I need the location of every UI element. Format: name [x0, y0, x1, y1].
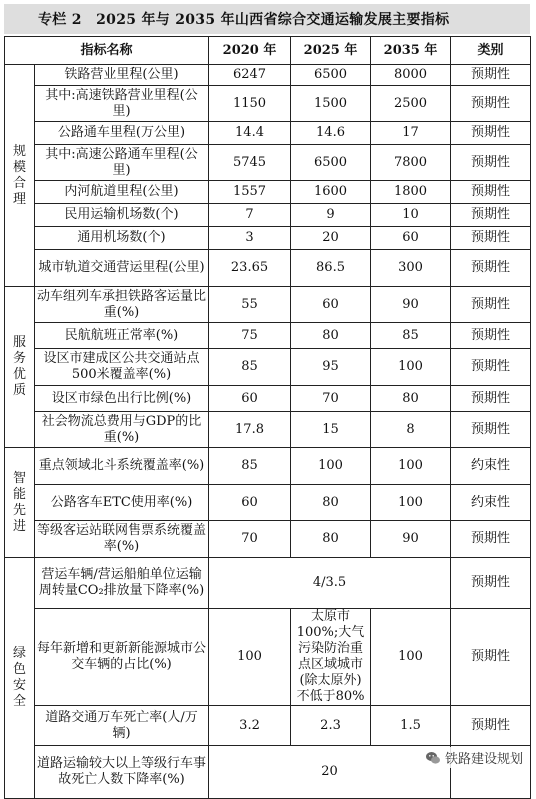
value-2035: 85 [371, 323, 451, 349]
table-row [5, 86, 531, 122]
value-2035: 100 [371, 349, 451, 386]
value-2025: 20 [291, 227, 371, 250]
table-row [5, 386, 531, 412]
table-row [5, 65, 531, 86]
category-cell: 绿色安全 [5, 558, 35, 799]
value-2020: 55 [209, 287, 291, 323]
value-2020: 23.65 [209, 250, 291, 287]
value-2020: 1557 [209, 181, 291, 204]
indicator-name: 通用机场数(个) [35, 227, 209, 250]
value-2025: 86.5 [291, 250, 371, 287]
indicator-name: 设区市绿色出行比例(%) [35, 386, 209, 412]
value-2035: 90 [371, 521, 451, 558]
type-cell: 预期性 [451, 227, 531, 250]
type-cell: 预期性 [451, 323, 531, 349]
table-row [5, 706, 531, 746]
value-2020: 7 [209, 204, 291, 227]
value-2020: 70 [209, 521, 291, 558]
type-cell: 预期性 [451, 521, 531, 558]
value-2025: 太原市100%;大气污染防治重点区域城市(除太原外)不低于80% [291, 609, 371, 706]
value-2035: 100 [371, 485, 451, 521]
value-2025: 1500 [291, 86, 371, 122]
indicator-name: 铁路营业里程(公里) [35, 65, 209, 86]
header-2020: 2020 年 [209, 37, 291, 65]
value-2035: 2500 [371, 86, 451, 122]
indicator-name: 社会物流总费用与GDP的比重(%) [35, 412, 209, 448]
value-2020: 3 [209, 227, 291, 250]
value-2035: 1800 [371, 181, 451, 204]
value-2025: 100 [291, 448, 371, 485]
value-2025: 60 [291, 287, 371, 323]
type-cell: 预期性 [451, 204, 531, 227]
table-row [5, 349, 531, 386]
category-cell: 智能先进 [5, 448, 35, 558]
value-2020: 1150 [209, 86, 291, 122]
header-row [5, 37, 531, 65]
value-2035: 90 [371, 287, 451, 323]
merged-value: 4/3.5 [209, 558, 451, 609]
indicator-name: 民航航班正常率(%) [35, 323, 209, 349]
header-2025: 2025 年 [291, 37, 371, 65]
table-row [5, 250, 531, 287]
indicator-name: 公路客车ETC使用率(%) [35, 485, 209, 521]
type-cell: 预期性 [451, 412, 531, 448]
value-2020: 5745 [209, 145, 291, 181]
value-2020: 75 [209, 323, 291, 349]
value-2035: 8000 [371, 65, 451, 86]
type-cell: 预期性 [451, 706, 531, 746]
indicator-name: 道路交通万车死亡率(人/万辆) [35, 706, 209, 746]
value-2025: 15 [291, 412, 371, 448]
value-2035: 7800 [371, 145, 451, 181]
indicator-name: 内河航道里程(公里) [35, 181, 209, 204]
type-cell: 预期性 [451, 349, 531, 386]
header-name: 指标名称 [5, 37, 209, 65]
value-2025: 2.3 [291, 706, 371, 746]
table-row [5, 521, 531, 558]
type-cell: 预期性 [451, 122, 531, 145]
value-2020: 3.2 [209, 706, 291, 746]
type-cell: 预期性 [451, 65, 531, 86]
value-2020: 60 [209, 386, 291, 412]
table-row [5, 609, 531, 706]
type-cell: 预期性 [451, 609, 531, 706]
type-cell: 预期性 [451, 250, 531, 287]
value-2035: 1.5 [371, 706, 451, 746]
value-2035: 10 [371, 204, 451, 227]
table-row [5, 145, 531, 181]
table-row [5, 122, 531, 145]
value-2025: 1600 [291, 181, 371, 204]
value-2025: 9 [291, 204, 371, 227]
value-2035: 300 [371, 250, 451, 287]
indicator-name: 公路通车里程(万公里) [35, 122, 209, 145]
value-2035: 17 [371, 122, 451, 145]
type-cell: 预期性 [451, 181, 531, 204]
indicator-name: 其中:高速铁路营业里程(公里) [35, 86, 209, 122]
table-row [5, 558, 531, 609]
table-row [5, 412, 531, 448]
value-2025: 95 [291, 349, 371, 386]
value-2020: 100 [209, 609, 291, 706]
type-cell: 预期性 [451, 287, 531, 323]
value-2020: 85 [209, 448, 291, 485]
value-2025: 14.6 [291, 122, 371, 145]
merged-value: 20 [209, 746, 451, 799]
table-row [5, 181, 531, 204]
indicator-name: 等级客运站联网售票系统覆盖率(%) [35, 521, 209, 558]
indicator-name: 重点领域北斗系统覆盖率(%) [35, 448, 209, 485]
table-row [5, 323, 531, 349]
watermark [422, 747, 526, 768]
type-cell: 预期性 [451, 386, 531, 412]
category-cell: 规模合理 [5, 65, 35, 287]
type-cell: 约束性 [451, 448, 531, 485]
table-row [5, 227, 531, 250]
indicator-name: 道路运输较大以上等级行车事故死亡人数下降率(%) [35, 746, 209, 799]
value-2025: 80 [291, 323, 371, 349]
value-2035: 100 [371, 448, 451, 485]
type-cell: 预期性 [451, 145, 531, 181]
indicator-table [4, 36, 531, 799]
indicator-name: 城市轨道交通营运里程(公里) [35, 250, 209, 287]
value-2020: 85 [209, 349, 291, 386]
table-row [5, 485, 531, 521]
table-row [5, 204, 531, 227]
header-type: 类别 [451, 37, 531, 65]
indicator-name: 民用运输机场数(个) [35, 204, 209, 227]
header-2035: 2035 年 [371, 37, 451, 65]
type-cell: 预期性 [451, 558, 531, 609]
value-2035: 80 [371, 386, 451, 412]
indicator-name: 其中:高速公路通车里程(公里) [35, 145, 209, 181]
value-2035: 8 [371, 412, 451, 448]
value-2020: 6247 [209, 65, 291, 86]
value-2035: 100 [371, 609, 451, 706]
indicator-name: 营运车辆/营运船舶单位运输周转量CO₂排放量下降率(%) [35, 558, 209, 609]
watermark-text: 铁路建设规划 [444, 752, 523, 767]
title-text: 专栏 2 2025 年与 2035 年山西省综合交通运输发展主要指标 [38, 12, 450, 28]
indicator-name: 每年新增和更新新能源城市公交车辆的占比(%) [35, 609, 209, 706]
value-2025: 6500 [291, 145, 371, 181]
value-2025: 80 [291, 485, 371, 521]
value-2020: 17.8 [209, 412, 291, 448]
value-2020: 60 [209, 485, 291, 521]
type-cell: 约束性 [451, 485, 531, 521]
category-cell: 服务优质 [5, 287, 35, 448]
indicator-name: 设区市建成区公共交通站点500米覆盖率(%) [35, 349, 209, 386]
value-2035: 60 [371, 227, 451, 250]
value-2025: 80 [291, 521, 371, 558]
table-row [5, 448, 531, 485]
type-cell: 预期性 [451, 86, 531, 122]
table-title [4, 4, 530, 34]
wechat-icon [425, 750, 441, 766]
value-2020: 14.4 [209, 122, 291, 145]
value-2025: 70 [291, 386, 371, 412]
table-row [5, 287, 531, 323]
value-2025: 6500 [291, 65, 371, 86]
indicator-name: 动车组列车承担铁路客运量比重(%) [35, 287, 209, 323]
